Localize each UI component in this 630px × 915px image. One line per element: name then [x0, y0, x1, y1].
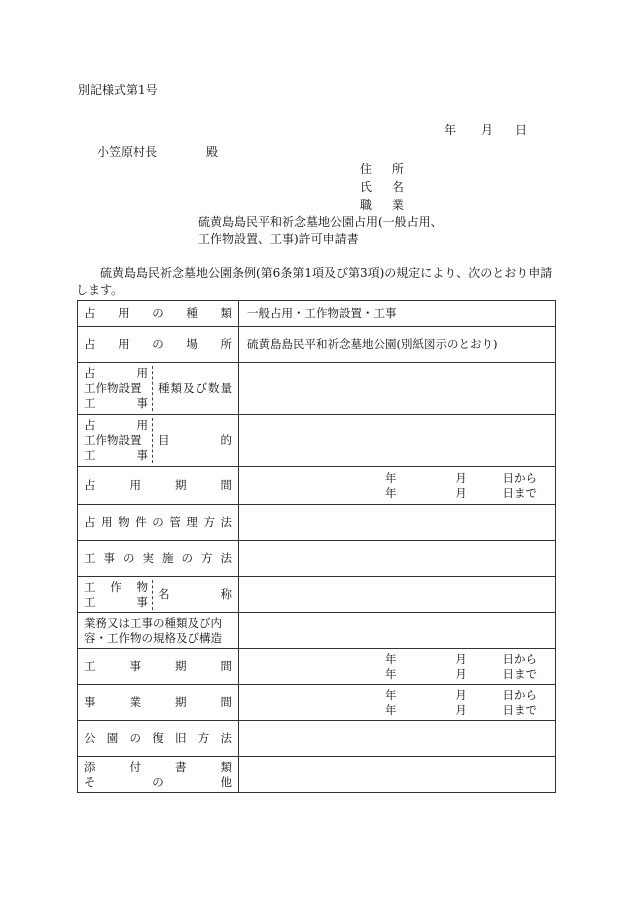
label-purpose	[78, 415, 239, 467]
label-text: 作	[110, 579, 122, 594]
label-group	[158, 587, 232, 602]
label-text: 事	[136, 594, 148, 609]
label-business-details	[78, 613, 239, 649]
label-text: 復	[152, 731, 164, 745]
label-text: 及	[183, 381, 195, 395]
date-month: 月	[481, 123, 494, 137]
label-text: 他	[220, 774, 232, 789]
label-group	[153, 418, 232, 463]
label-structure-name	[78, 577, 239, 613]
label-text: 管	[169, 515, 181, 529]
label-group	[153, 580, 232, 610]
date-year: 年	[444, 123, 457, 137]
label-text: 事	[129, 659, 141, 673]
label-text: 所	[220, 337, 232, 351]
label-text: 日まで	[502, 702, 537, 717]
label-text: 月	[455, 687, 467, 702]
label-text: 年	[385, 702, 397, 717]
row-management-method	[78, 505, 556, 541]
label-occupancy-period	[78, 467, 239, 505]
label-text: 期	[175, 695, 187, 709]
label-text: 類	[220, 759, 232, 774]
label-group	[84, 580, 148, 595]
label-text: 工	[84, 551, 96, 565]
value-occupancy-period[interactable]	[239, 467, 556, 505]
label-group	[84, 595, 148, 610]
label-text: 法	[220, 515, 232, 529]
value-management-method[interactable]	[239, 505, 556, 541]
application-table	[77, 300, 556, 793]
label-group	[84, 337, 232, 352]
label-group	[84, 659, 232, 674]
row-attachments	[78, 757, 556, 793]
label-group	[84, 695, 232, 710]
row-occupancy-place	[78, 327, 556, 363]
value-occupancy-place[interactable]: 硫黄島島民平和祈念墓地公園(別紙図示のとおり)	[239, 327, 556, 363]
label-text: 名	[158, 587, 170, 601]
label-text: 物	[118, 515, 130, 529]
row-purpose	[78, 415, 556, 467]
label-text: 月	[455, 666, 467, 681]
row-business-details	[78, 613, 556, 649]
label-group	[84, 366, 148, 381]
row-business-period	[78, 685, 556, 721]
label-attachments	[78, 757, 239, 793]
label-text: 業務又は工事の種類及び内	[84, 615, 222, 630]
label-text: 添	[84, 759, 96, 774]
label-group	[84, 551, 232, 566]
name-label: 氏 名	[360, 180, 412, 194]
intro-text: 硫黄島島民祈念墓地公園条例(第6条第1項及び第3項)の規定により、次のとおり申請します。	[76, 266, 553, 297]
label-text: の	[152, 337, 164, 351]
label-group	[153, 366, 232, 411]
label-text: 工	[84, 659, 96, 673]
label-text: 占	[84, 337, 96, 351]
label-text: 用	[118, 337, 130, 351]
address-label: 住 所	[360, 162, 412, 176]
honorific: 殿	[206, 145, 219, 159]
label-text: 法	[220, 731, 232, 745]
label-occupancy-type	[78, 301, 239, 327]
label-restoration-method	[78, 721, 239, 757]
label-text: 事	[84, 695, 96, 709]
label-text: び	[195, 381, 207, 395]
row-restoration-method	[78, 721, 556, 757]
label-text: 月	[455, 485, 467, 500]
label-text: 方	[203, 515, 215, 529]
date-day: 日	[515, 123, 528, 137]
label-group	[84, 306, 232, 321]
label-group	[84, 396, 148, 411]
label-text: 旧	[175, 731, 187, 745]
label-text: 年	[385, 470, 397, 485]
label-text: 事	[136, 396, 148, 410]
row-construction-period	[78, 649, 556, 685]
label-text: 方	[197, 731, 210, 745]
row-kind-quantity	[78, 363, 556, 415]
label-group	[84, 731, 232, 746]
label-text: そ	[84, 774, 96, 789]
value-business-details[interactable]	[239, 613, 556, 649]
label-text: 年	[385, 666, 397, 681]
document-title	[198, 214, 478, 248]
label-text: 事	[136, 448, 148, 462]
label-text: 量	[220, 381, 232, 395]
label-group	[247, 688, 547, 718]
label-group	[158, 433, 232, 448]
label-text: 用	[136, 366, 148, 380]
label-text: 間	[220, 478, 232, 492]
row-occupancy-period	[78, 467, 556, 505]
label-text: 法	[220, 551, 232, 565]
form-number: 別記様式第1号	[78, 83, 158, 97]
label-management-method	[78, 505, 239, 541]
label-text: 種	[158, 381, 170, 395]
value-attachments[interactable]	[239, 757, 556, 793]
label-text: 月	[455, 702, 467, 717]
label-group	[84, 366, 153, 411]
label-text: の	[129, 731, 141, 745]
value-occupancy-type[interactable]: 一般占用・工作物設置・工事	[239, 301, 556, 327]
label-text: 月	[455, 651, 467, 666]
title-line-2: 工作物設置、工事)許可申請書	[198, 232, 359, 246]
label-text: 容・工作物の規格及び構造	[84, 630, 222, 645]
row-structure-name	[78, 577, 556, 613]
row-construction-method	[78, 541, 556, 577]
label-text: 場	[186, 337, 198, 351]
label-text: 類	[220, 306, 232, 320]
label-text: 占	[84, 418, 96, 432]
label-text: 実	[142, 551, 154, 565]
value-construction-period[interactable]	[239, 649, 556, 685]
label-group	[247, 652, 547, 682]
label-text: の	[152, 306, 164, 320]
label-text: 事	[103, 551, 115, 565]
label-group	[84, 448, 148, 463]
label-group	[84, 418, 232, 463]
row-occupancy-type	[78, 301, 556, 327]
label-group	[247, 471, 547, 501]
label-text: 日から	[502, 687, 537, 702]
value-kind-quantity[interactable]	[239, 363, 556, 415]
intro-paragraph	[76, 265, 560, 299]
label-text: 施	[162, 551, 174, 565]
label-text: 業	[129, 695, 141, 709]
label-text: 件	[135, 515, 147, 529]
label-group	[84, 478, 232, 493]
label-text: 日から	[502, 651, 537, 666]
label-text: 称	[220, 587, 232, 601]
label-text: 用	[136, 418, 148, 432]
label-occupancy-place	[78, 327, 239, 363]
label-text: 間	[220, 659, 232, 673]
label-text: 園	[106, 731, 119, 745]
label-group	[84, 418, 148, 433]
label-text: 年	[385, 651, 397, 666]
label-group	[84, 775, 232, 790]
label-text: 日から	[502, 470, 537, 485]
label-text: 間	[220, 695, 232, 709]
label-text: 占	[84, 515, 96, 529]
label-text: 月	[455, 470, 467, 485]
label-text: 工作物設置	[84, 381, 142, 395]
label-group	[84, 580, 153, 610]
label-text: 年	[385, 485, 397, 500]
label-text: 類	[170, 381, 182, 395]
label-text: 用	[129, 478, 141, 492]
label-text: 期	[175, 478, 187, 492]
label-group	[84, 515, 232, 530]
label-text: 物	[136, 579, 148, 594]
label-text: 工	[84, 594, 96, 609]
label-text: 目	[158, 433, 170, 447]
label-text: 占	[84, 366, 96, 380]
label-text: 占	[84, 478, 96, 492]
label-text: の	[152, 515, 164, 529]
value-business-period[interactable]	[239, 685, 556, 721]
label-business-period	[78, 685, 239, 721]
label-text: 書	[175, 759, 187, 774]
label-text: 期	[175, 659, 187, 673]
label-text: の	[123, 551, 135, 565]
label-group	[158, 381, 232, 396]
label-text: 公	[84, 731, 96, 745]
label-text: 数	[208, 381, 220, 395]
value-construction-method[interactable]	[239, 541, 556, 577]
label-text: 日まで	[502, 485, 537, 500]
title-line-1: 硫黄島島民平和祈念墓地公園占用(一般占用、	[198, 215, 443, 229]
label-group	[84, 580, 232, 610]
label-text: 年	[385, 687, 397, 702]
occupation-label: 職 業	[360, 198, 412, 212]
value-purpose[interactable]	[239, 415, 556, 467]
addressee: 小笠原村長	[97, 145, 158, 159]
label-text: の	[152, 774, 164, 789]
label-group	[84, 366, 232, 411]
label-text: 日まで	[502, 666, 537, 681]
label-construction-method	[78, 541, 239, 577]
label-kind-quantity	[78, 363, 239, 415]
label-group	[84, 418, 153, 463]
label-text: 的	[220, 433, 232, 447]
label-text: 工	[84, 448, 96, 462]
label-text: 用	[101, 515, 113, 529]
label-text: の	[181, 551, 193, 565]
label-text: 工作物設置	[84, 433, 142, 447]
label-text: 理	[186, 515, 198, 529]
label-text: 種	[186, 306, 198, 320]
label-text: 工	[84, 579, 96, 594]
label-text: 用	[118, 306, 130, 320]
value-structure-name[interactable]	[239, 577, 556, 613]
label-construction-period	[78, 649, 239, 685]
value-restoration-method[interactable]	[239, 721, 556, 757]
label-text: 工	[84, 396, 96, 410]
label-group	[84, 760, 232, 775]
label-text: 付	[129, 759, 141, 774]
label-text: 方	[201, 551, 213, 565]
label-text: 占	[84, 306, 96, 320]
